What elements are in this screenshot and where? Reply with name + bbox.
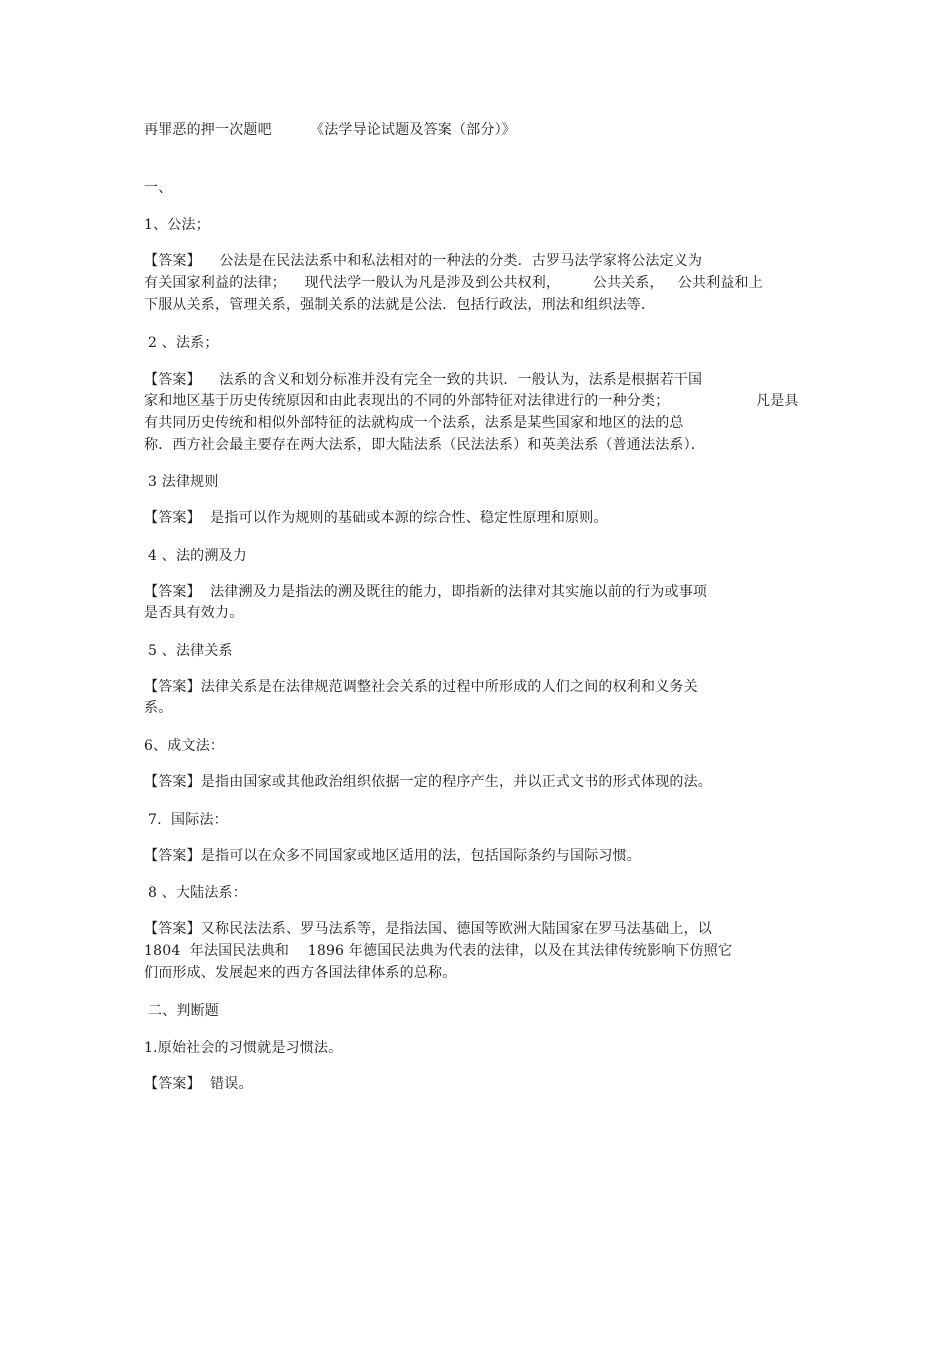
section-heading-2: 二、判断题 — [148, 1003, 219, 1019]
judgment-1: 1.原始社会的习惯就是习惯法。 — [144, 1040, 343, 1056]
question-6: 6、成文法： — [144, 738, 225, 754]
answer-5-line-2: 系。 — [144, 700, 173, 716]
answer-8-line-3: 们而形成、发展起来的西方各国法律体系的总称。 — [144, 965, 457, 981]
answer-2-line-2-tail: 凡是具 — [756, 393, 799, 409]
answer-5-line-1: 【答案】法律关系是在法律规范调整社会关系的过程中所形成的人们之间的权利和义务关 — [144, 679, 698, 695]
question-8: 8 、大陆法系： — [148, 885, 247, 901]
question-3: 3 法律规则 — [148, 474, 219, 490]
doc-title-prefix: 再罪恶的押一次题吧 — [144, 122, 272, 138]
doc-title: 《法学导论试题及答案（部分）》 — [310, 122, 516, 138]
question-4: 4 、法的溯及力 — [148, 548, 247, 564]
judgment-1-answer: 【答案】 错误。 — [144, 1076, 253, 1092]
answer-1-line-1: 【答案】 公法是在民法法系中和私法相对的一种法的分类．古罗马法学家将公法定义为 — [144, 253, 703, 269]
question-7: 7. 国际法： — [148, 812, 228, 828]
answer-8-line-1: 【答案】又称民法法系、罗马法系等，是指法国、德国等欧洲大陆国家在罗马法基础上，以 — [144, 921, 712, 937]
question-5: 5 、法律关系 — [148, 643, 233, 659]
answer-2-line-3: 有共同历史传统和相似外部特征的法就构成一个法系，法系是某些国家和地区的法的总 — [144, 415, 684, 431]
answer-1-line-3: 下服从关系，管理关系，强制关系的法就是公法．包括行政法，刑法和组织法等． — [144, 297, 656, 313]
answer-2-line-1: 【答案】 法系的含义和划分标准并没有完全一致的共识．一般认为，法系是根据若干国 — [144, 372, 703, 388]
answer-4-line-1: 【答案】 法律溯及力是指法的溯及既往的能力，即指新的法律对其实施以前的行为或事项 — [144, 584, 708, 600]
answer-2-line-4: 称．西方社会最主要存在两大法系，即大陆法系（民法法系）和英美法系（普通法法系）． — [144, 437, 705, 453]
answer-1-line-2: 有关国家利益的法律； 现代法学一般认为凡是涉及到公共权利， 公共关系， 公共利益和上 — [144, 275, 763, 291]
answer-2-line-2: 家和地区基于历史传统原因和由此表现出的不同的外部特征对法律进行的一种分类； — [144, 393, 670, 409]
answer-6-line-1: 【答案】是指由国家或其他政治组织依据一定的程序产生，并以正式文书的形式体现的法。 — [144, 774, 712, 790]
answer-8-line-2: 1804 年法国民法典和 1896 年德国民法典为代表的法律，以及在其法律传统影响下仿照它 — [144, 943, 733, 959]
answer-4-line-2: 是否具有效力。 — [144, 605, 244, 621]
section-heading-1: 一、 — [144, 180, 173, 196]
question-1: 1、公法； — [144, 217, 210, 233]
answer-3-line-1: 【答案】 是指可以作为规则的基础或本源的综合性、稳定性原理和原则。 — [144, 510, 608, 526]
question-2: 2 、法系； — [148, 335, 219, 351]
answer-7-line-1: 【答案】是指可以在众多不同国家或地区适用的法，包括国际条约与国际习惯。 — [144, 848, 641, 864]
